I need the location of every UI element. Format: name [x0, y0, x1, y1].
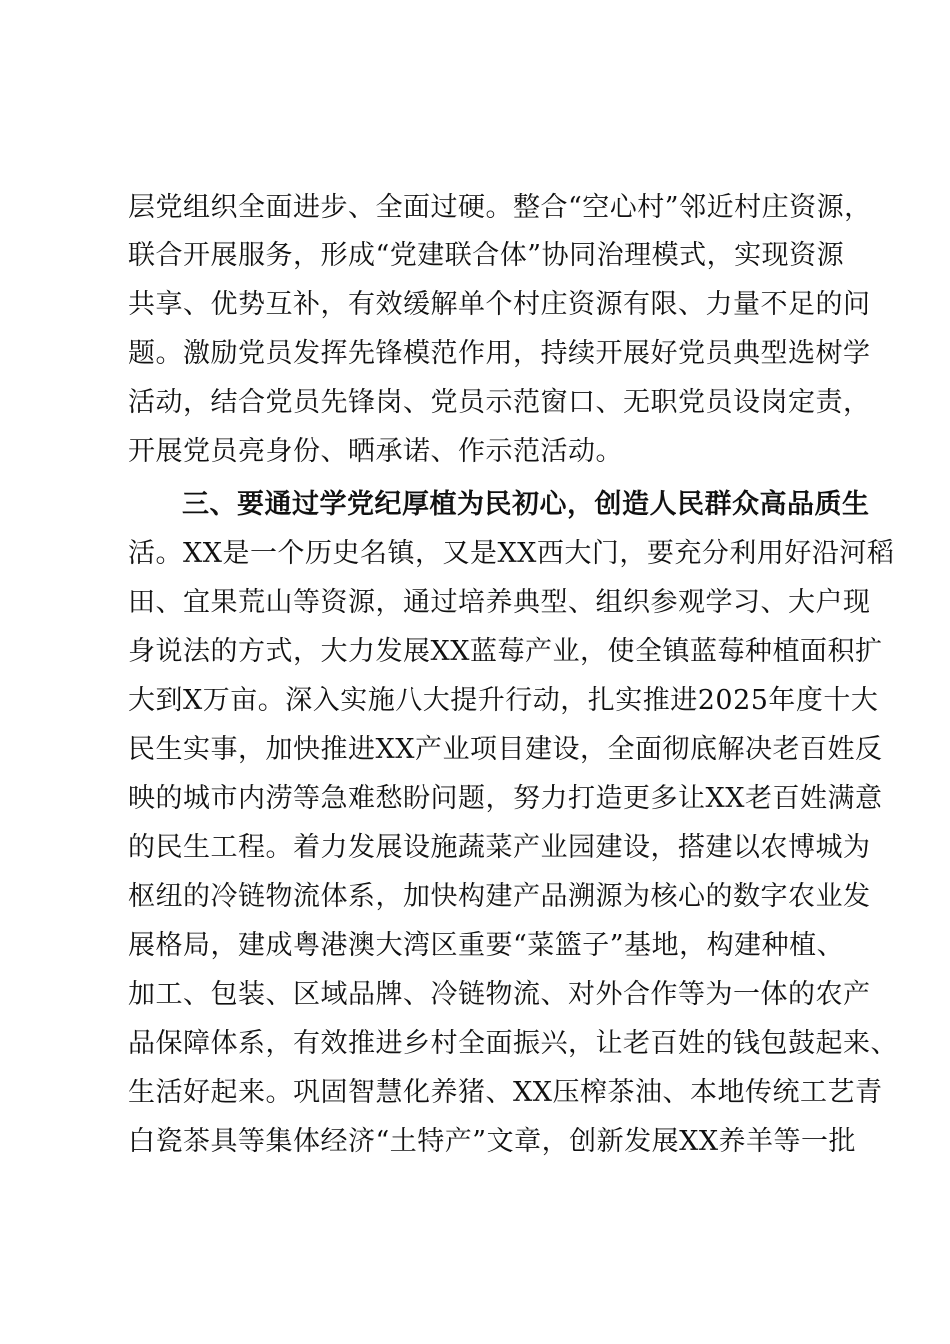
paragraph-line: 身说法的方式，大力发展XX蓝莓产业，使全镇蓝莓种植面积扩 [128, 636, 883, 667]
paragraph-line: 白瓷茶具等集体经济“土特产”文章，创新发展XX养羊等一批 [128, 1126, 857, 1157]
paragraph-line: 映的城市内涝等急难愁盼问题，努力打造更多让XX老百姓满意 [128, 783, 883, 814]
paragraph-line: 加工、包装、区域品牌、冷链物流、对外合作等为一体的农产 [128, 979, 871, 1010]
paragraph-line: 共享、优势互补，有效缓解单个村庄资源有限、力量不足的问 [128, 289, 871, 320]
paragraph-line: 展格局，建成粤港澳大湾区重要“菜篮子”基地，构建种植、 [128, 930, 845, 961]
paragraph-line: 品保障体系，有效推进乡村全面振兴，让老百姓的钱包鼓起来、 [128, 1028, 898, 1059]
paragraph-line: 层党组织全面进步、全面过硬。整合“空心村”邻近村庄资源， [128, 192, 872, 223]
paragraph-line: 题。激励党员发挥先锋模范作用，持续开展好党员典型选树学 [128, 338, 871, 369]
paragraph-line: 生活好起来。巩固智慧化养猪、XX压榨茶油、本地传统工艺青 [128, 1077, 883, 1108]
paragraph-line: 枢纽的冷链物流体系，加快构建产品溯源为核心的数字农业发 [128, 881, 871, 912]
paragraph-line: 大到X万亩。深入实施八大提升行动，扎实推进2025年度十大 [128, 685, 879, 716]
paragraph-line: 开展党员亮身份、晒承诺、作示范活动。 [128, 436, 623, 467]
section-heading: 三、要通过学党纪厚植为民初心，创造人民群众高品质生 [182, 489, 870, 520]
paragraph-line: 田、宜果荒山等资源，通过培养典型、组织参观学习、大户现 [128, 587, 871, 618]
paragraph-line: 民生实事，加快推进XX产业项目建设，全面彻底解决老百姓反 [128, 734, 883, 765]
paragraph-line: 的民生工程。着力发展设施蔬菜产业园建设，搭建以农博城为 [128, 832, 871, 863]
paragraph-line: 活动，结合党员先锋岗、党员示范窗口、无职党员设岗定责， [128, 387, 871, 418]
paragraph-line: 活。XX是一个历史名镇，又是XX西大门，要充分利用好沿河稻 [128, 538, 895, 569]
paragraph-line: 联合开展服务，形成“党建联合体”协同治理模式，实现资源 [128, 240, 845, 271]
